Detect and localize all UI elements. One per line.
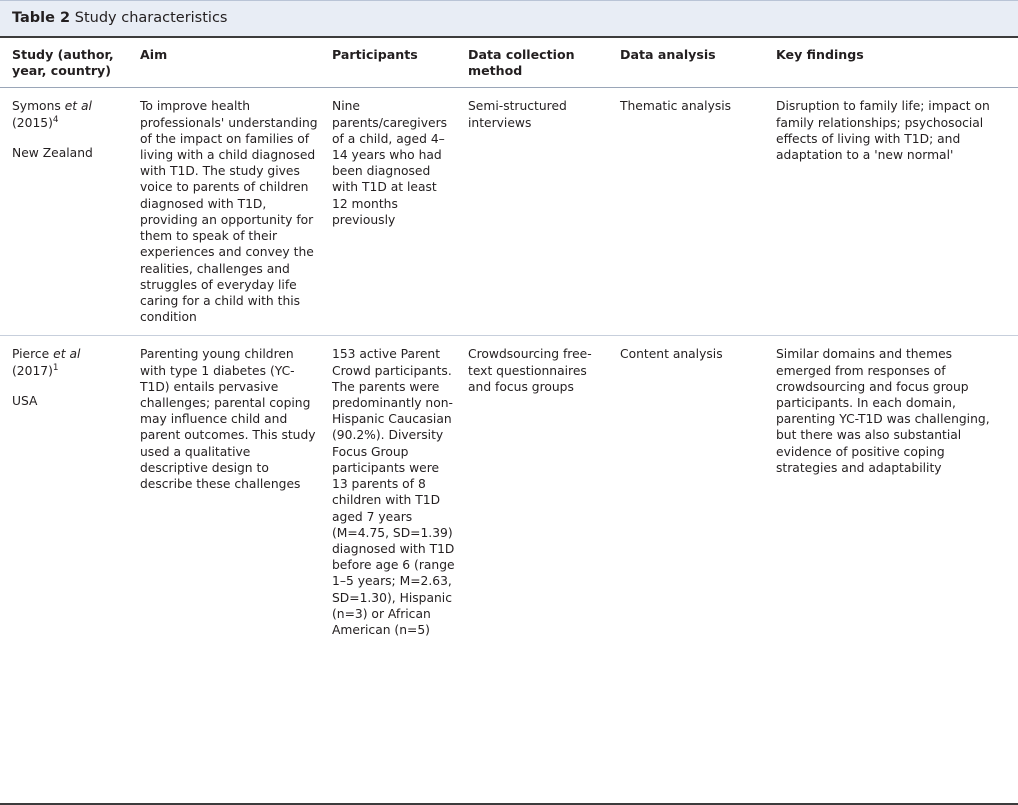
study-citation xyxy=(12,346,128,378)
study-citation xyxy=(12,98,128,130)
table-header-row xyxy=(0,38,1018,88)
cell-aim: Parenting young children with type 1 diabetes (YC-T1D) entails pervasive challenges; parental coping may influence child and parent outcomes. This study used a qualitative descriptive design to describe these challenges xyxy=(140,336,332,648)
table-row xyxy=(0,88,1018,336)
cell-data-collection: Semi-structured interviews xyxy=(468,99,567,130)
table-caption-text: Study characteristics xyxy=(74,10,228,26)
table-body xyxy=(0,88,1018,649)
table-caption xyxy=(0,0,1018,38)
study-year: (2017) xyxy=(12,363,53,378)
cell-data-collection: Crowdsourcing free-text questionnaires and focus groups xyxy=(468,336,620,648)
study-characteristics-table xyxy=(0,38,1018,648)
cell-key-findings: Similar domains and themes emerged from responses of crowdsourcing and focus group participants. In each domain, parenting YC-T1D was challenging, but there was also substantial evidence of positive coping strategies and adaptability xyxy=(776,336,1018,648)
column-header-data-collection: Data collection method xyxy=(468,38,620,88)
study-year: (2015) xyxy=(12,115,53,130)
study-author-prefix: Symons xyxy=(12,99,65,114)
cell-data-analysis: Content analysis xyxy=(620,336,776,648)
study-country: New Zealand xyxy=(12,145,93,160)
cell-participants: 153 active Parent Crowd participants. The parents were predominantly non-Hispanic Caucasian (90.2%). Diversity Focus Group participants were 13 parents of 8 children with T1D aged 7 years (M=4.75, SD=1.39) diagnosed with T1D before age 6 (range 1–5 years; M=2.63, SD=1.30), Hispanic (n=3) or African American (n=5) xyxy=(332,336,468,648)
column-header-aim: Aim xyxy=(140,38,332,88)
table-caption-label: Table 2 xyxy=(12,10,71,26)
study-author-italic: et al xyxy=(64,99,92,114)
column-header-data-analysis: Data analysis xyxy=(620,38,776,88)
table-row xyxy=(0,336,1018,648)
column-header-key-findings: Key findings xyxy=(776,38,1018,88)
cell-aim: To improve health professionals' understanding of the impact on families of living with a child diagnosed with T1D. The study gives voice to parents of children diagnosed with T1D, providing an opportunity for them to speak of their experiences and convey the realities, challenges and struggles of everyday life caring for a child with this condition xyxy=(140,99,318,325)
study-reference: 4 xyxy=(52,114,59,125)
column-header-study: Study (author, year, country) xyxy=(0,38,140,88)
cell-study xyxy=(0,88,140,336)
study-author-prefix: Pierce xyxy=(12,347,54,362)
cell-study xyxy=(0,336,140,648)
table-header xyxy=(0,38,1018,88)
study-reference: 1 xyxy=(52,362,59,373)
study-author-italic: et al xyxy=(53,347,81,362)
study-country: USA xyxy=(12,393,38,408)
cell-participants: Nine parents/caregivers of a child, aged 4–14 years who had been diagnosed with T1D at least 12 months previously xyxy=(332,99,448,227)
column-header-participants: Participants xyxy=(332,38,468,88)
cell-data-analysis: Thematic analysis xyxy=(620,99,732,114)
cell-key-findings: Disruption to family life; impact on family relationships; psychosocial effects of living with T1D; and adaptation to a 'new normal' xyxy=(776,99,990,162)
